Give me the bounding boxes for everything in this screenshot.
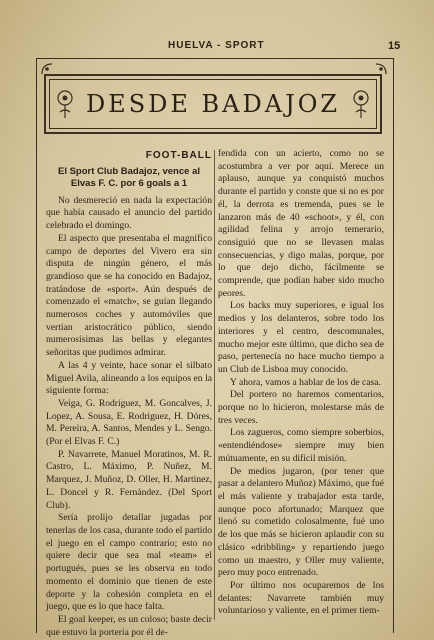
paragraph: fendida con un acierto, como no se acostumbra a ver por aquí. Merece un aplauso, aunque ya conquistó muchos durante el partido y conste que si no es por él, la derrota es tremenda, pues se le lanzaron más de 40 «schoot», y él, con agilidad felina y arrojo temerario, consiguió que no se llevasen malas consecuencias, y digo malas, porque, por lo que dejo dicho, fácilmente se comprende, que podían haber sido mucho peores. [218, 148, 384, 299]
magazine-title: HUELVA - SPORT [168, 40, 265, 51]
section-label: FOOT-BALL [145, 150, 212, 161]
running-header [0, 40, 434, 54]
masthead-heading: DESDE BADAJOZ [85, 90, 341, 118]
corner-ornament-icon [374, 62, 388, 76]
paragraph: Por último nos ocuparemos de los delantes: Navarrete también muy voluntarioso y valiente, en el primer tiem- [218, 579, 384, 617]
column-divider [214, 150, 215, 620]
article-column-left [46, 150, 212, 639]
article-subhead: El Sport Club Badajoz, vence al Elvas F. C. por 6 goals a 1 [57, 165, 200, 190]
article-column-right [218, 148, 384, 618]
paragraph: No desmereció en nada la expectación que había causado el anuncio del partido celebrado el domingo. [46, 194, 212, 232]
paragraph: Los backs muy superiores, e igual los medios y los delanteros, sobre todo los interiores y el centro, descomunales, mucho mejor este último, que dicho sea de paso, pertenecía no hace mucho tiempo a un Club de Lisboa muy conocido. [218, 300, 384, 375]
masthead-box [44, 74, 382, 134]
paragraph: El goal keeper, es un coloso; baste decir que estuvo la portería por él de- [46, 613, 212, 638]
paragraph: Del portero no haremos comentarios, porque no lo hicieron, molestarse más de tres veces. [218, 389, 384, 426]
paragraph: El aspecto que presentaba el magnífico campo de deportes del Vivero era sin disputa de ningún género, el más grandioso que se ha conocido en Badajoz, tratándose de «sport». Aún después de comenzado el «match», se guían llegando numerosos coches y automóviles que vertían aristocrático público, siendo numerosísimas las bellas y elegantes señoritas que pudimos admirar. [46, 232, 212, 359]
page-number: 15 [388, 40, 401, 52]
paragraph: Sería prolijo detallar jugadas por tenerlas de los casa, durante todo el partido el juego en el campo contrario; esto no quiere decir que sea mal «team» el portugués, pues se les observa en todo momento el dominio que tienen de este deporte y la cohesión completa en el juego, que es lo que hace falta. [46, 512, 212, 613]
paragraph: Los zagueros, como siempre soberbios, «entendiéndose» siempre muy bien mútuamente, en su difícil misión. [218, 427, 384, 464]
paragraph: P. Navarrete, Manuel Moratinos, M. R. Castro, L. Máximo, P. Nuñez, M. Marquez, J. Muñoz, D. Oller, H. Martinez, L. Doncel y R. Fernández. (Del Sport Club). [46, 448, 212, 511]
paragraph: De medios jugaron, (por tener que pasar a delantero Muñoz) Máximo, que fué el más valiente y trabajador esta tarde, aunque poco afortunado; Marquez que llenó su cometido colosalmente, fué uno de los que más se hicieron aplaudir con su clásico «dribbling» y repartiendo juego como un maestro, y Oller muy valiente, pero muy poco entrenado. [218, 465, 384, 579]
corner-ornament-icon [40, 62, 54, 76]
paragraph: A las 4 y veinte, hace sonar el silbato Miguel Avila, alineando a los equipos en la siguiente forma: [46, 359, 212, 397]
paragraph: Y ahora, vamos a hablar de los de casa. [230, 376, 381, 388]
paragraph: Veiga, G. Rodríguez, M. Goncalves, J. Lopez, A. Sousa, E. Rodriguez, H. Dóres, M. Pereira, A. Santos, Mendes y L. Sengo. (Por el Elvas F. C.) [46, 397, 212, 448]
